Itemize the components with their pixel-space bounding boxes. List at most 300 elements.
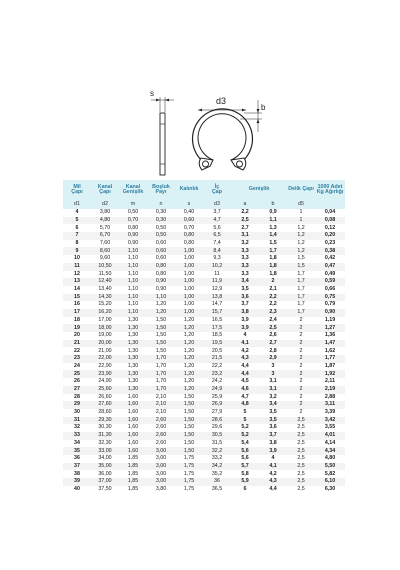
table-cell: 3,00 bbox=[147, 447, 175, 455]
table-cell: 0,80 bbox=[175, 232, 203, 240]
table-cell: 1,50 bbox=[155, 332, 167, 339]
symbol-d1: d1 bbox=[63, 200, 91, 209]
table-cell: 1,20 bbox=[175, 355, 203, 363]
table-cell: 0,30 bbox=[155, 209, 167, 216]
table-cell: 3,5 bbox=[269, 409, 277, 416]
table-cell: 29,30 bbox=[91, 417, 119, 425]
table-row bbox=[63, 224, 345, 232]
table-cell: 2 bbox=[287, 324, 315, 332]
table-cell: 26,60 bbox=[98, 393, 112, 400]
table-cell: 12,40 bbox=[91, 278, 119, 286]
table-cell: 2,60 bbox=[155, 439, 167, 446]
table-cell: 3,00 bbox=[155, 470, 167, 477]
table-row bbox=[63, 378, 345, 386]
table-cell: 3,11 bbox=[315, 401, 345, 409]
table-cell: 4,80 bbox=[324, 455, 336, 462]
table-cell: 4,7 bbox=[203, 217, 231, 225]
table-cell: 1,2 bbox=[287, 232, 315, 240]
table-cell: 1,60 bbox=[127, 424, 139, 431]
table-row bbox=[63, 440, 345, 448]
table-cell: 1,10 bbox=[127, 270, 139, 277]
table-cell: 0,66 bbox=[324, 286, 336, 293]
table-cell: 1,7 bbox=[297, 301, 305, 308]
table-cell: 6 bbox=[75, 224, 79, 231]
table-cell: 1,85 bbox=[119, 478, 147, 486]
retaining-ring-spec-table bbox=[63, 180, 345, 493]
table-cell: 4,80 bbox=[91, 217, 119, 225]
table-cell: 2,2 bbox=[269, 301, 277, 308]
table-cell: 1,75 bbox=[183, 470, 195, 477]
table-cell: 4,8 bbox=[231, 401, 259, 409]
table-cell: 27,60 bbox=[91, 401, 119, 409]
table-cell: 3,00 bbox=[147, 463, 175, 471]
dimension-s bbox=[150, 89, 174, 112]
table-cell: 31 bbox=[63, 417, 91, 425]
table-cell: 1,75 bbox=[175, 478, 203, 486]
table-cell: 18,00 bbox=[91, 324, 119, 332]
table-cell: 1,75 bbox=[183, 485, 195, 492]
table-cell: 0,90 bbox=[119, 232, 147, 240]
table-cell: 2,5 bbox=[297, 470, 305, 477]
table-cell: 17,5 bbox=[203, 324, 231, 332]
table-row bbox=[63, 217, 345, 225]
table-cell: 0,50 bbox=[155, 224, 167, 231]
table-row bbox=[63, 301, 345, 309]
table-cell: 32,30 bbox=[98, 439, 112, 446]
table-cell: 4,14 bbox=[324, 439, 336, 446]
table-cell: 4,3 bbox=[259, 478, 287, 486]
table-cell: 3 bbox=[271, 362, 275, 369]
table-cell: 11,9 bbox=[203, 278, 231, 286]
table-cell: 9,60 bbox=[99, 255, 111, 262]
table-row bbox=[63, 324, 345, 332]
table-cell: 28,6 bbox=[203, 417, 231, 425]
header-shaft-diameter: Mil Çapı bbox=[63, 180, 91, 200]
table-cell: 2,7 bbox=[259, 340, 287, 348]
table-cell: 1,4 bbox=[259, 232, 287, 240]
table-cell: 4,6 bbox=[231, 386, 259, 394]
table-row bbox=[63, 394, 345, 402]
table-cell: 5,2 bbox=[241, 424, 249, 431]
table-cell: 2,10 bbox=[155, 409, 167, 416]
symbol-d5: d5 bbox=[287, 200, 315, 209]
header-width: Genişlik bbox=[231, 180, 287, 200]
table-cell: 1,2 bbox=[297, 239, 305, 246]
table-cell: 1,85 bbox=[127, 485, 139, 492]
table-cell: 14,7 bbox=[211, 301, 223, 308]
table-cell: 1,50 bbox=[175, 447, 203, 455]
table-cell: 37,00 bbox=[91, 478, 119, 486]
table-cell: 1,60 bbox=[119, 401, 147, 409]
table-cell: 3,5 bbox=[241, 286, 249, 293]
table-cell: 17 bbox=[63, 309, 91, 317]
table-cell: 10,2 bbox=[203, 263, 231, 271]
table-cell: 3,6 bbox=[269, 424, 277, 431]
table-cell: 7,60 bbox=[99, 239, 111, 246]
table-cell: 15 bbox=[63, 294, 91, 302]
table-cell: 5,7 bbox=[231, 463, 259, 471]
table-cell: 1,50 bbox=[175, 432, 203, 440]
table-cell: 1,00 bbox=[175, 309, 203, 317]
table-cell: 3,8 bbox=[231, 309, 259, 317]
table-cell: 40 bbox=[74, 485, 80, 492]
table-cell: 4 bbox=[243, 332, 247, 339]
table-cell: 2,6 bbox=[269, 332, 277, 339]
table-cell: 3,00 bbox=[155, 455, 167, 462]
table-cell: 21 bbox=[63, 340, 91, 348]
table-cell: 1,85 bbox=[127, 470, 139, 477]
table-cell: 1,50 bbox=[183, 409, 195, 416]
table-cell: 6,30 bbox=[324, 485, 336, 492]
table-cell: 1,20 bbox=[183, 362, 195, 369]
table-cell: 5 bbox=[243, 409, 247, 416]
table-cell: 3,9 bbox=[231, 324, 259, 332]
table-cell: 3,7 bbox=[241, 301, 249, 308]
table-cell: 6,10 bbox=[315, 478, 345, 486]
table-cell: 22,00 bbox=[91, 355, 119, 363]
header-inner-diameter: İç Çap bbox=[203, 180, 231, 200]
table-cell: 4,34 bbox=[315, 447, 345, 455]
table-cell: 11 bbox=[214, 270, 220, 277]
table-cell: 1 bbox=[299, 209, 303, 216]
table-cell: 2,2 bbox=[241, 209, 249, 216]
table-row bbox=[63, 286, 345, 294]
header-groove-diameter: Kanal Çapı bbox=[91, 180, 119, 200]
table-cell: 2,5 bbox=[297, 485, 305, 492]
table-cell: 1,60 bbox=[127, 393, 139, 400]
table-cell: 1,8 bbox=[259, 263, 287, 271]
table-cell: 19,5 bbox=[203, 340, 231, 348]
table-cell: 2 bbox=[287, 355, 315, 363]
table-cell: 2 bbox=[299, 393, 303, 400]
table-cell: 2 bbox=[287, 340, 315, 348]
table-cell: 2,5 bbox=[287, 417, 315, 425]
table-cell: 22,2 bbox=[211, 362, 223, 369]
symbol-m: m bbox=[119, 200, 147, 209]
table-cell: 1,5 bbox=[297, 255, 305, 262]
table-cell: 13 bbox=[63, 278, 91, 286]
table-row bbox=[63, 424, 345, 432]
table-cell: 1,00 bbox=[183, 255, 195, 262]
table-cell: 35,00 bbox=[91, 463, 119, 471]
table-cell: 0,79 bbox=[324, 301, 336, 308]
table-cell: 1,20 bbox=[183, 332, 195, 339]
table-cell: 36,00 bbox=[98, 470, 112, 477]
table-cell: 4,3 bbox=[231, 355, 259, 363]
table-cell: 37 bbox=[63, 463, 91, 471]
table-cell: 3,2 bbox=[241, 239, 249, 246]
table-cell: 3,3 bbox=[231, 247, 259, 255]
table-cell: 0,30 bbox=[147, 217, 175, 225]
table-cell: 0,23 bbox=[324, 239, 336, 246]
table-cell: 2 bbox=[299, 362, 303, 369]
table-cell: 15,20 bbox=[98, 301, 112, 308]
table-cell: 3,8 bbox=[269, 439, 277, 446]
table-cell: 1,75 bbox=[175, 463, 203, 471]
table-cell: 2,8 bbox=[269, 347, 277, 354]
table-cell: 1,60 bbox=[119, 447, 147, 455]
table-cell: 38 bbox=[74, 470, 80, 477]
table-cell: 2 bbox=[259, 278, 287, 286]
table-cell: 1,30 bbox=[119, 324, 147, 332]
table-cell: 1,19 bbox=[324, 316, 336, 323]
table-cell: 2,88 bbox=[324, 393, 336, 400]
table-cell: 0,90 bbox=[127, 239, 139, 246]
table-cell: 1,2 bbox=[297, 224, 305, 231]
table-row bbox=[63, 263, 345, 271]
table-cell: 1,47 bbox=[315, 340, 345, 348]
table-cell: 1,10 bbox=[119, 309, 147, 317]
table-cell: 22,90 bbox=[98, 362, 112, 369]
symbol-b: b bbox=[259, 200, 287, 209]
table-cell: 3,7 bbox=[259, 432, 287, 440]
table-row bbox=[63, 347, 345, 355]
table-cell: 1,10 bbox=[127, 301, 139, 308]
table-cell: 35,2 bbox=[211, 470, 223, 477]
table-cell: 1,60 bbox=[127, 439, 139, 446]
table-row bbox=[63, 278, 345, 286]
table-cell: 21,00 bbox=[98, 347, 112, 354]
table-cell: 0,60 bbox=[147, 247, 175, 255]
retaining-ring-drawing bbox=[140, 86, 280, 182]
table-cell: 3,39 bbox=[324, 409, 336, 416]
table-cell: 25 bbox=[63, 370, 91, 378]
label-d3: d3 bbox=[216, 96, 227, 106]
table-row bbox=[63, 386, 345, 394]
table-cell: 3 bbox=[259, 370, 287, 378]
table-cell: 30,5 bbox=[203, 432, 231, 440]
table-cell: 0,47 bbox=[315, 263, 345, 271]
table-cell: 5,82 bbox=[324, 470, 336, 477]
table-cell: 2,5 bbox=[297, 424, 305, 431]
table-cell: 6 bbox=[243, 485, 247, 492]
table-cell: 1,70 bbox=[155, 378, 167, 385]
table-cell: 11,50 bbox=[98, 270, 112, 277]
table-cell: 36 bbox=[74, 455, 80, 462]
symbol-d3: d3 bbox=[203, 200, 231, 209]
table-row bbox=[63, 271, 345, 279]
table-cell: 3,3 bbox=[231, 263, 259, 271]
table-cell: 33 bbox=[63, 432, 91, 440]
table-cell: 10,50 bbox=[91, 263, 119, 271]
table-row bbox=[63, 370, 345, 378]
header-clearance: Boşluk Payı bbox=[147, 180, 175, 200]
symbol-a: a bbox=[231, 200, 259, 209]
table-cell: 23 bbox=[63, 355, 91, 363]
table-cell: 2,60 bbox=[147, 417, 175, 425]
table-cell: 3,4 bbox=[259, 401, 287, 409]
ring-front-view bbox=[193, 109, 253, 170]
table-cell: 1,00 bbox=[183, 301, 195, 308]
table-cell: 2,5 bbox=[297, 439, 305, 446]
table-cell: 1,60 bbox=[119, 417, 147, 425]
table-cell: 1,00 bbox=[175, 263, 203, 271]
table-cell: 1,20 bbox=[183, 378, 195, 385]
table-cell: 24,2 bbox=[211, 378, 223, 385]
table-cell: 12,9 bbox=[211, 286, 223, 293]
table-cell: 2,4 bbox=[269, 316, 277, 323]
table-cell: 5 bbox=[231, 417, 259, 425]
table-cell: 1,60 bbox=[119, 432, 147, 440]
header-thickness: Kalınlık bbox=[175, 180, 203, 200]
table-cell: 4,2 bbox=[269, 470, 277, 477]
table-cell: 20,00 bbox=[91, 340, 119, 348]
table-cell: 3,3 bbox=[241, 255, 249, 262]
table-cell: 6,70 bbox=[91, 232, 119, 240]
table-cell: 23,2 bbox=[203, 370, 231, 378]
symbol-n: n bbox=[147, 200, 175, 209]
table-cell: 9 bbox=[63, 247, 91, 255]
table-cell: 35 bbox=[63, 447, 91, 455]
table-cell: 1,50 bbox=[155, 316, 167, 323]
table-cell: 4,7 bbox=[241, 393, 249, 400]
table-cell: 1,50 bbox=[175, 417, 203, 425]
table-cell: 18,5 bbox=[211, 332, 223, 339]
table-row bbox=[63, 470, 345, 478]
table-cell: 8,4 bbox=[203, 247, 231, 255]
table-cell: 2,60 bbox=[147, 432, 175, 440]
table-cell: 4 bbox=[271, 455, 275, 462]
table-cell: 1,30 bbox=[119, 340, 147, 348]
table-cell: 3,1 bbox=[269, 378, 277, 385]
table-cell: 2,5 bbox=[231, 217, 259, 225]
table-cell: 2 bbox=[299, 332, 303, 339]
table-cell: 2,5 bbox=[287, 432, 315, 440]
table-cell: 4,4 bbox=[241, 362, 249, 369]
label-b: b bbox=[261, 103, 266, 112]
table-cell: 4,1 bbox=[259, 463, 287, 471]
table-cell: 2,7 bbox=[241, 224, 249, 231]
table-cell: 1,10 bbox=[119, 263, 147, 271]
table-cell: 30,30 bbox=[98, 424, 112, 431]
table-cell: 8 bbox=[75, 239, 79, 246]
table-cell: 36,5 bbox=[211, 485, 223, 492]
table-row bbox=[63, 417, 345, 425]
table-cell: 1,10 bbox=[147, 294, 175, 302]
table-cell: 36 bbox=[203, 478, 231, 486]
table-cell: 4,4 bbox=[269, 485, 277, 492]
table-cell: 0,42 bbox=[324, 255, 336, 262]
table-cell: 20,5 bbox=[211, 347, 223, 354]
table-cell: 12 bbox=[74, 270, 80, 277]
table-cell: 1,10 bbox=[119, 294, 147, 302]
table-cell: 1,10 bbox=[119, 247, 147, 255]
table-row bbox=[63, 340, 345, 348]
table-cell: 3,00 bbox=[147, 478, 175, 486]
table-row bbox=[63, 209, 345, 217]
table-cell: 1,30 bbox=[119, 355, 147, 363]
table-cell: 1,50 bbox=[183, 424, 195, 431]
table-row bbox=[63, 447, 345, 455]
table-cell: 0,90 bbox=[315, 309, 345, 317]
table-cell: 1,2 bbox=[287, 247, 315, 255]
table-cell: 33,00 bbox=[91, 447, 119, 455]
table-cell: 2,2 bbox=[259, 294, 287, 302]
table-row bbox=[63, 240, 345, 248]
table-cell: 11 bbox=[63, 263, 91, 271]
table-cell: 1,30 bbox=[127, 316, 139, 323]
table-cell: 24,9 bbox=[203, 386, 231, 394]
table-cell: 7 bbox=[63, 232, 91, 240]
table-cell: 1,20 bbox=[175, 340, 203, 348]
table-cell: 24,90 bbox=[98, 378, 112, 385]
label-s: s bbox=[150, 89, 154, 98]
table-cell: 0,50 bbox=[147, 232, 175, 240]
table-cell: 15,7 bbox=[203, 309, 231, 317]
table-cell: 24 bbox=[74, 362, 80, 369]
table-cell: 21,5 bbox=[203, 355, 231, 363]
table-cell: 2,19 bbox=[315, 386, 345, 394]
table-cell: 1,85 bbox=[119, 463, 147, 471]
table-cell: 1,50 bbox=[175, 401, 203, 409]
ring-side-profile bbox=[160, 113, 165, 175]
table-row bbox=[63, 255, 345, 263]
table-cell: 1,30 bbox=[119, 386, 147, 394]
table-cell: 1,20 bbox=[183, 316, 195, 323]
table-cell: 1,20 bbox=[175, 386, 203, 394]
table-cell: 5,4 bbox=[241, 439, 249, 446]
table-cell: 34,2 bbox=[203, 463, 231, 471]
table-row bbox=[63, 455, 345, 463]
table-cell: 1,75 bbox=[183, 455, 195, 462]
table-cell: 31,30 bbox=[91, 432, 119, 440]
table-cell: 28 bbox=[74, 393, 80, 400]
table-cell: 1,30 bbox=[127, 378, 139, 385]
table-cell: 27 bbox=[63, 386, 91, 394]
table-cell: 1,87 bbox=[324, 362, 336, 369]
table-cell: 0,9 bbox=[269, 209, 277, 216]
table-cell: 0,75 bbox=[315, 294, 345, 302]
table-cell: 0,20 bbox=[315, 232, 345, 240]
table-cell: 0,80 bbox=[127, 224, 139, 231]
table-cell: 0,50 bbox=[127, 209, 139, 216]
table-cell: 1,1 bbox=[259, 217, 287, 225]
table-cell: 10 bbox=[74, 255, 80, 262]
table-cell: 13,40 bbox=[98, 286, 112, 293]
table-cell: 8,60 bbox=[91, 247, 119, 255]
table-cell: 16,5 bbox=[211, 316, 223, 323]
table-cell: 5,6 bbox=[213, 224, 221, 231]
table-cell: 1,50 bbox=[183, 393, 195, 400]
symbol-weight bbox=[315, 200, 345, 209]
table-cell: 1,5 bbox=[287, 263, 315, 271]
table-cell: 0,80 bbox=[183, 239, 195, 246]
table-cell: 1,85 bbox=[127, 455, 139, 462]
table-cell: 26 bbox=[74, 378, 80, 385]
table-cell: 25,60 bbox=[91, 386, 119, 394]
table-cell: 2,5 bbox=[287, 447, 315, 455]
table-cell: 2,1 bbox=[269, 286, 277, 293]
table-cell: 4,1 bbox=[231, 340, 259, 348]
table-cell: 25,9 bbox=[211, 393, 223, 400]
table-cell: 1,50 bbox=[155, 347, 167, 354]
table-cell: 4,2 bbox=[241, 347, 249, 354]
table-row bbox=[63, 309, 345, 317]
table-cell: 32,2 bbox=[203, 447, 231, 455]
table-cell: 1,36 bbox=[324, 332, 336, 339]
table-cell: 1,10 bbox=[127, 286, 139, 293]
table-cell: 17,00 bbox=[98, 316, 112, 323]
table-cell: 27,9 bbox=[211, 409, 223, 416]
table-cell: 5,6 bbox=[241, 455, 249, 462]
table-cell: 0,60 bbox=[155, 239, 167, 246]
table-cell: 0,70 bbox=[183, 224, 195, 231]
table-cell: 16,20 bbox=[91, 309, 119, 317]
table-cell: 5,9 bbox=[231, 478, 259, 486]
table-row bbox=[63, 317, 345, 325]
table-cell: 1,7 bbox=[287, 294, 315, 302]
table-cell: 1,20 bbox=[155, 301, 167, 308]
